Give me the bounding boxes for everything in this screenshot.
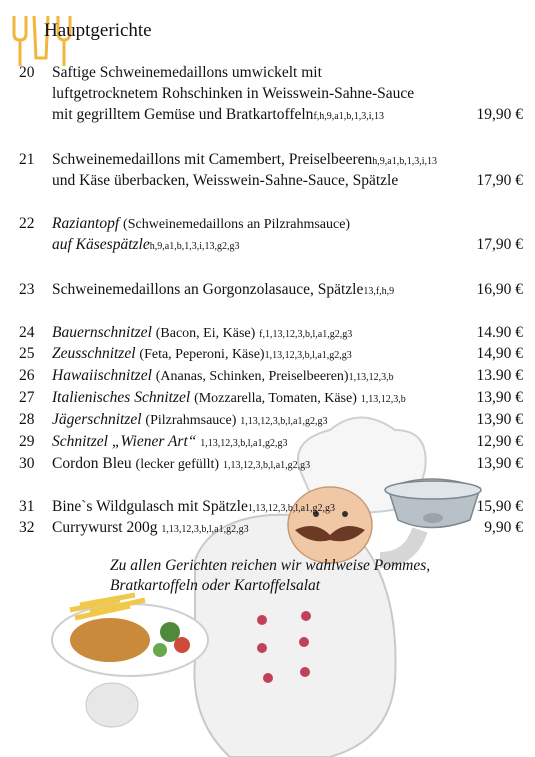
price: 17,90 € — [476, 172, 523, 189]
price: 12,90 € — [476, 433, 523, 450]
price: 19,90 € — [476, 106, 523, 123]
price: 15,90 € — [476, 498, 523, 515]
side-dish-note: Zu allen Gerichten reichen wir wahlweise Pommes, Bratkartoffeln oder Kartoffelsalat — [110, 557, 431, 594]
price: 14.90 € — [476, 324, 523, 341]
price: 17,90 € — [476, 236, 523, 253]
price: 16,90 € — [476, 281, 523, 298]
menu-list: 20 Saftige Schweinemedaillons umwickelt mit luftgetrocknetem Rohschinken in Weisswein-Sahne-Sauce mit gegrilltem Gemüse und Bratkartoffelnf,h,9,a1,b,1,3,i,13 19,90 € 21 Schweinemedaillons mit Camembert, Preiselbeerenh,9,a1,b,1,3,i,13 und Käse überbacken, Weisswein-Sahne-Sauce, Spätzle 17,90 € 22 Raziantopf (Schweinemedaillons an Pilzrahmsauce) auf Käsespätzleh,9,a1,b,1,3,i,13,g2,g3 17,90 € 23 Schweinemedaillons an Gorgonzolasauce, Spätzle13,f,h,9 16,90 € 24 Bauernschnitzel (Bacon, Ei, Käse) f,1,13,12,3,b,l,a1,g2,g3 14.90 € 25 Zeusschnitzel (Feta, Peperoni, Käse)1,13,12,3,b,l,a1,g2,g3 14,90 € 26 Hawaiischnitzel (Ananas, Schinken, Preiselbeeren)1,13,12,3,b 13.90 € 27 Italienisches Schnitzel (Mozzarella, Tomaten, Käse) 1,13,12,3,b 13,90 € 28 Jägerschnitzel (Pilzrahmsauce) 1,13,12,3,b,l,a1,g2,g3 13,90 € 29 Schnitzel „Wiener Art“ 1,13,12,3,b,l,a1,g2,g3 12,90 € 30 Cordon Bleu (lecker gefüllt) 1,13,12,3,b,l,a1,g2,g3 13,90 € 31 Bine`s Wildgulasch mit Spätzle1,13,12,3,b,l,a1,g2,g3 15,90 € 32 Currywurst 200g 1,13,12,3,b,l,a1,g2,g3 9,90 € — [19, 64, 523, 536]
page-title: Hauptgerichte — [44, 20, 152, 41]
price: 13,90 € — [476, 389, 523, 406]
price: 13,90 € — [476, 411, 523, 428]
price: 9,90 € — [484, 519, 523, 536]
price: 14,90 € — [476, 345, 523, 362]
price: 13,90 € — [476, 455, 523, 472]
price: 13.90 € — [476, 367, 523, 384]
